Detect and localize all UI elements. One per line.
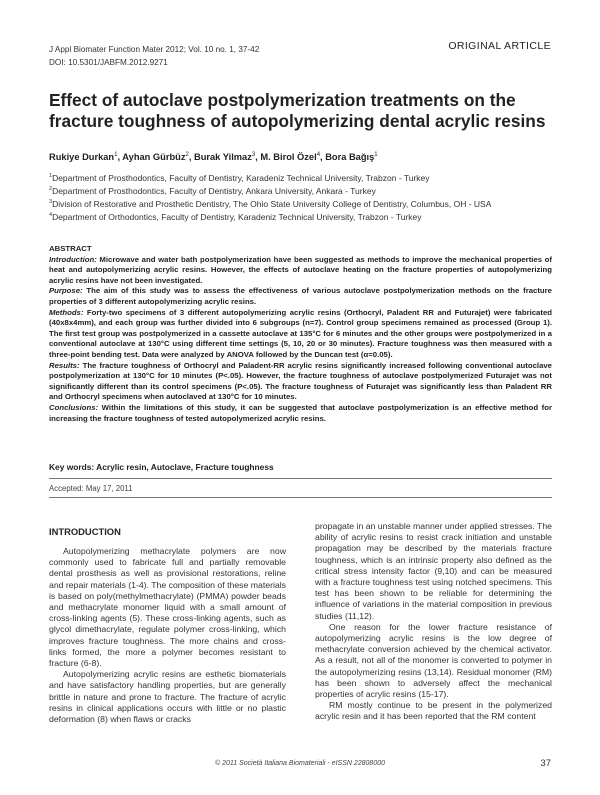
article-title bbox=[49, 90, 554, 132]
affiliation: $^4$Department of Orthodontics, Faculty of Dentistry, Karadeniz Technical University, Trabzon - Turkey bbox=[49, 211, 422, 222]
abstract-introduction: Introduction: Microwave and water bath postpolymerization have been suggested as methods to improve the mechanical properties of heat and autopolymerizing acrylic resins. However, the effects of autoclave heating on the fracture properties of autopolymerizing acrylic resins have not been investigated. bbox=[49, 254, 552, 285]
author: Bora Bağış$^1$ bbox=[325, 152, 378, 163]
footer-copyright: © 2011 Società Italiana Biomateriali - eISSN 22808000 bbox=[214, 760, 386, 767]
keywords: Key words: Acrylic resin, Autoclave, Fracture toughness bbox=[49, 462, 274, 472]
accepted-date: Accepted: May 17, 2011 bbox=[49, 484, 133, 493]
abstract-methods: Methods: Forty-two specimens of 3 different autopolymerizing acrylic resins (Orthocryl, Paladent RR and Futurajet) were fabricated (40x8x4mm), and each group was further divided into 6 subgroups (n=7). Control group specimens remained as processed (Group 1). The first test group was postpolymerized in a cassette autoclave at 135°C for 6 minutes and the other groups were postpolymerized in a conventional autoclave at 130°C using different time settings (5, 10, 20 or 30 minutes). Fracture toughness was then measured with a three-point bending test. Data were analyzed by ANOVA followed by the Duncan test (α=0.05). bbox=[49, 307, 552, 359]
paragraph: propagate in an unstable manner under applied stresses. The ability of acrylic resins to resist crack initiation and unstable propagation may be described by the materials fracture toughness, which is an intrinsic property also defined as the critical stress intensity factor (9,10) and can be measured with a fracture toughness test using notched specimens. This test has been shown to be reliable for determining the influence of variations in the material composition in previous studies (11,12). bbox=[315, 521, 552, 621]
author: Burak Yilmaz$^3$, bbox=[193, 152, 261, 163]
author: Rukiye Durkan$^1$, bbox=[49, 152, 123, 163]
paragraph: Autopolymerizing acrylic resins are esthetic biomaterials and have satisfactory handling properties, but are generally brittle in nature and prone to fracture. The fracture of acrylic resins in clinical applications occurs with little or no plastic deformation (8) when flaws or cracks bbox=[49, 669, 286, 725]
author-list bbox=[49, 152, 378, 162]
title-line-2: fracture toughness of autopolymerizing dental acrylic resins bbox=[49, 111, 546, 131]
affiliation: $^2$Department of Prosthodontics, Faculty of Dentistry, Ankara University, Ankara - Turkey bbox=[49, 185, 376, 196]
abstract-conclusions: Conclusions: Within the limitations of this study, it can be suggested that autoclave postpolymerization is an effective method for increasing the fracture toughness of tested autopolymerized acrylic resins. bbox=[49, 402, 552, 423]
abstract-purpose: Purpose: The aim of this study was to assess the effectiveness of various autoclave postpolymerization methods on the fracture properties of 3 different autopolymerizing acrylic resins. bbox=[49, 286, 552, 306]
affiliation: $^1$Department of Prosthodontics, Faculty of Dentistry, Karadeniz Technical University, Trabzon - Turkey bbox=[49, 172, 430, 183]
divider bbox=[49, 478, 552, 479]
abstract-heading: ABSTRACT bbox=[49, 244, 92, 253]
affiliations bbox=[49, 171, 559, 223]
title-line-1: Effect of autoclave postpolymerization treatments on the bbox=[49, 90, 516, 110]
introduction-heading: INTRODUCTION bbox=[49, 526, 121, 537]
abstract bbox=[49, 244, 552, 424]
paragraph: One reason for the lower fracture resistance of autopolymerizing acrylic resins is the low degree of methacrylate conversion achieved by the chemical activator. As a result, not all of the monomer is converted to polymer in the autopolymerizing resins (13,14). Residual monomer (RM) has been shown to adversely affect the mechanical properties of acrylic resins (15-17). bbox=[315, 621, 552, 700]
author: M. Birol Özel$^4$, bbox=[260, 152, 326, 163]
journal-citation: J Appl Biomater Function Mater 2012; Vol. 10 no. 1, 37-42 bbox=[49, 45, 260, 54]
journal-header bbox=[49, 43, 259, 69]
body-column-left bbox=[49, 546, 286, 725]
paragraph: RM mostly continue to be present in the polymerized acrylic resin and it has been reported that the RM content bbox=[315, 700, 552, 722]
author: Ayhan Gürbüz$^2$, bbox=[122, 152, 194, 163]
affiliation: $^3$Division of Restorative and Prosthetic Dentistry, The Ohio State University College of Dentistry, Columbus, OH - USA bbox=[49, 198, 492, 209]
divider bbox=[49, 497, 552, 498]
body-column-right bbox=[315, 521, 552, 723]
paragraph: Autopolymerizing methacrylate polymers are now commonly used to fabricate full and partially removable dental prosthesis as well as provisional restorations, reline and repair materials (1-4). The composition of these materials is based on poly(methylmethacrylate) (PMMA) powder beads and methacrylate monomer liquid with a small amount of cross-linking agents (5). These cross-linking agents, such as glycol dimethacrylate, regulate polymer cross-linking, which improves fracture toughness. The more chains and cross-links formed, the more a polymer becomes resistant to fracture (6-8). bbox=[49, 546, 286, 669]
page-number: 37 bbox=[540, 758, 551, 769]
article-type: ORIGINAL ARTICLE bbox=[448, 40, 551, 52]
abstract-results: Results: The fracture toughness of Orthocryl and Paladent-RR acrylic resins significantly increased following conventional autoclave postpolymerization at 130°C for 10 minutes (P<.05). However, the fracture toughness of autoclave postpolymerized Futurajet was not significantly different than its control specimens (P<.05). The fracture toughness of Futurajet was significantly less than Paladent RR and Orthocryl specimens when autoclaved at 130°C for 10 minutes. bbox=[49, 360, 552, 402]
doi: DOI: 10.5301/JABFM.2012.9271 bbox=[49, 58, 168, 67]
